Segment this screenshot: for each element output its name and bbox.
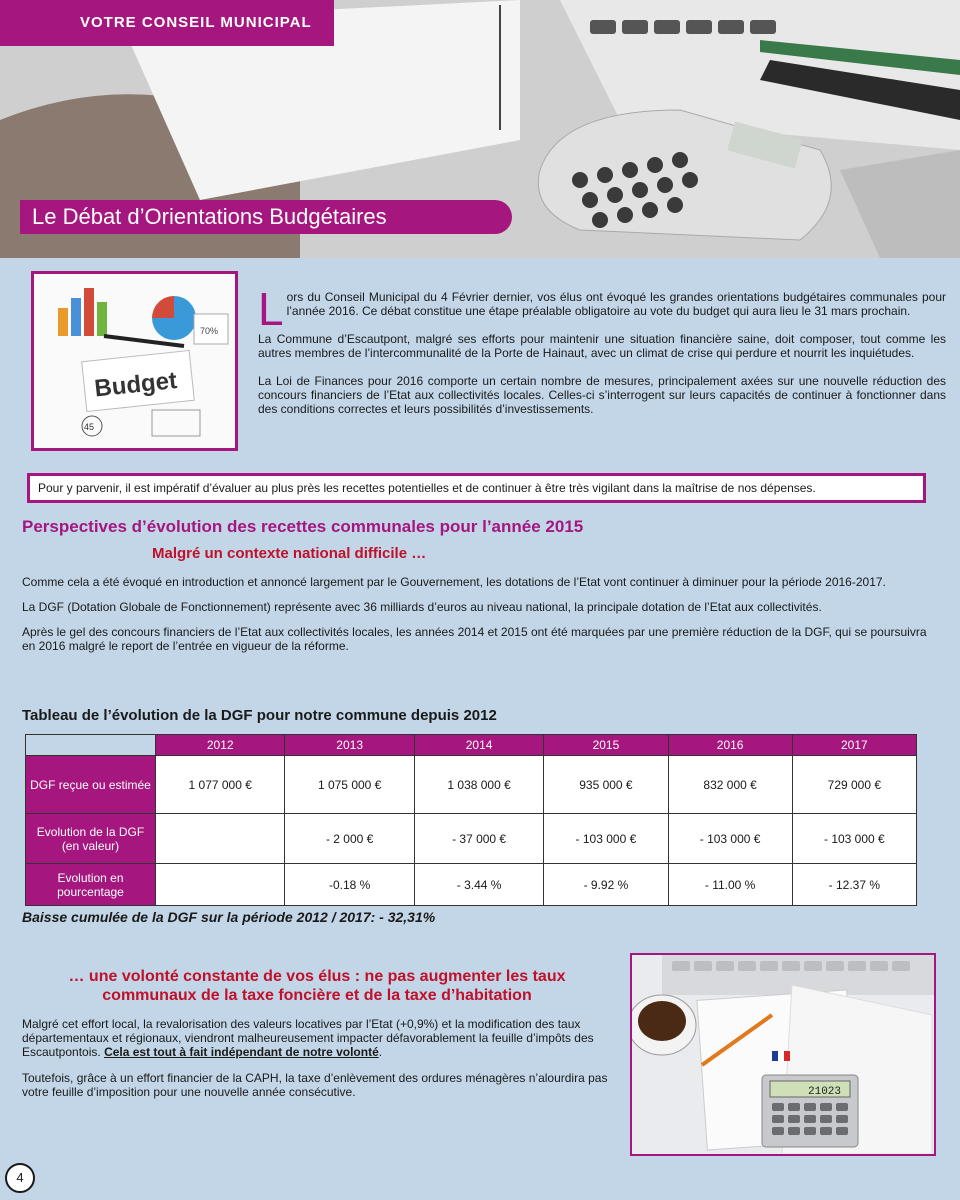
table-row [26,814,917,864]
table-cell [156,864,285,906]
table-cell: 1 038 000 € [414,756,543,814]
table-cell: - 9.92 % [544,864,668,906]
perspectives-paragraph-3: Après le gel des concours financiers de l’Etat aux collectivités locales, les années 2014 et 2015 ont été marquées par une première réduction de la DGF, qui se poursuivra en 2016 malgré le report de l’entrée en vigueur de la réforme. [22,625,927,653]
table-cell: 832 000 € [668,756,792,814]
taxes-paragraph-1 [22,1017,614,1059]
intro-text [258,283,946,430]
page-number: 4 [5,1163,35,1193]
perspectives-heading: Perspectives d’évolution des recettes communales pour l’année 2015 [22,517,584,536]
section-tag: VOTRE CONSEIL MUNICIPAL [0,0,334,46]
taxes-paragraph-1-end: . [378,1045,383,1059]
calculator-tax-form-illustration [632,955,934,1154]
year-header: 2014 [414,735,543,756]
table-row [26,756,917,814]
row-label: Evolution de la DGF (en valeur) [26,814,156,864]
table-cell: 729 000 € [792,756,916,814]
intro-paragraph-3: La Loi de Finances pour 2016 comporte un certain nombre de mesures, principalement axées sur une nouvelle réduction des concours financiers de l’Etat aux collectivités locales. Celles-ci s’interrogent sur leurs capacités de continuer à fonctionner dans des conditions correctes et leurs possibilités d’investissements. [258,374,946,416]
cumulative-decrease: Baisse cumulée de la DGF sur la période 2012 / 2017: - 32,31% [22,909,436,925]
table-cell: - 103 000 € [792,814,916,864]
intro-paragraph-1 [258,283,946,335]
budget-chart-icon [34,274,235,448]
budget-illustration [31,271,238,451]
taxes-paragraph-2: Toutefois, grâce à un effort financier de la CAPH, la taxe d’enlèvement des ordures ménagères n’alourdira pas votre feuille d’imposition pour une nouvelle année consécutive. [22,1071,608,1099]
taxes-body [22,1017,614,1111]
table-cell: 1 077 000 € [156,756,285,814]
perspectives-paragraph-2: La DGF (Dotation Globale de Fonctionnement) représente avec 36 milliards d’euros au niveau national, la principale dotation de l’Etat aux collectivités. [22,600,822,614]
page-title: Le Débat d’Orientations Budgétaires [20,200,512,234]
row-label: Evolution en pourcentage [26,864,156,906]
callout-box: Pour y parvenir, il est impératif d’évaluer au plus près les recettes potentielles et de continuer à être très vigilant dans la maîtrise de nos dépenses. [27,473,926,503]
intro-paragraph-1-text: ors du Conseil Municipal du 4 Février dernier, vos élus ont évoqué les grandes orientations budgétaires communales pour l’année 2016. Ce débat constitue une étape préalable obligatoire au vote du budget qui aura lieu le 31 mars prochain. [286,290,946,318]
perspectives-subheading: Malgré un contexte national difficile … [152,545,427,562]
table-cell: - 2 000 € [285,814,414,864]
table-cell: - 11.00 % [668,864,792,906]
table-cell: - 3.44 % [414,864,543,906]
perspectives-body [22,575,940,664]
tax-documents-photo [630,953,936,1156]
svg-text:45: 45 [84,422,95,432]
table-cell: -0.18 % [285,864,414,906]
year-header: 2012 [156,735,285,756]
year-header: 2015 [544,735,668,756]
table-row [26,864,917,906]
taxes-paragraph-1-text: Malgré cet effort local, la revalorisation des valeurs locatives par l’Etat (+0,9%) et la modification des taux départementaux et régionaux, viendront malheureusement impacter défavorablement la feuille d’impôts des Escautpontois. [22,1017,594,1059]
row-label: DGF reçue ou estimée [26,756,156,814]
table-cell: - 103 000 € [544,814,668,864]
table-cell: - 103 000 € [668,814,792,864]
table-cell: - 37 000 € [414,814,543,864]
table-cell: 1 075 000 € [285,756,414,814]
svg-text:21023: 21023 [808,1086,842,1098]
taxes-emphasis: Cela est tout à fait indépendant de notre volonté [104,1045,379,1059]
table-title: Tableau de l’évolution de la DGF pour notre commune depuis 2012 [22,707,497,724]
intro-paragraph-2: La Commune d’Escautpont, malgré ses efforts pour maintenir une situation financière saine, doit composer, tout comme les autres membres de l’intercommunalité de la Porte de Hainaut, avec un climat de crise qui perdure et nourrit les inquiétudes. [258,332,946,360]
year-header: 2016 [668,735,792,756]
dgf-table [25,734,917,906]
table-header-row [26,735,917,756]
taxes-heading: … une volonté constante de vos élus : ne pas augmenter les taux communaux de la taxe foncière et de la taxe d’habitation [68,968,566,1004]
table-cell: - 12.37 % [792,864,916,906]
table-cell [156,814,285,864]
svg-text:Budget: Budget [93,367,179,403]
dropcap: L [258,283,284,335]
table-cell: 935 000 € [544,756,668,814]
year-header: 2013 [285,735,414,756]
table-corner-cell [26,735,156,756]
svg-text:70%: 70% [200,326,219,336]
perspectives-paragraph-1: Comme cela a été évoqué en introduction et annoncé largement par le Gouvernement, les dotations de l’Etat vont continuer à diminuer pour la période 2016-2017. [22,575,886,589]
year-header: 2017 [792,735,916,756]
